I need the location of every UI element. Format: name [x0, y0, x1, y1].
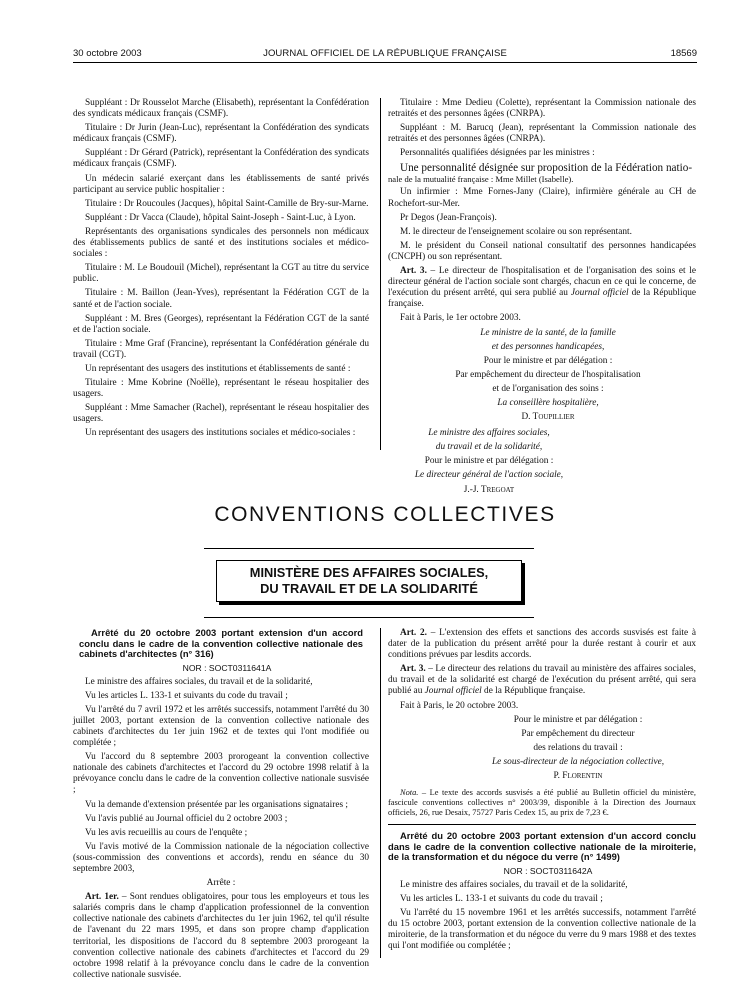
- paragraph: Vu l'avis motivé de la Commission nationale de la négociation collective (sous-commission des conventions et accords), rendu en séance du 30 septembre 2003,: [73, 841, 369, 874]
- signature-name: P. Florentin: [553, 771, 603, 782]
- paragraph: Vu la demande d'extension présentée par les organisations signataires ;: [85, 799, 348, 810]
- article-3: [388, 664, 696, 697]
- done-at: Fait à Paris, le 1er octobre 2003.: [400, 313, 521, 324]
- article-label: Art. 1er.: [85, 892, 119, 903]
- article-text: – Le directeur de l'hospitalisation et de l'organisation des soins et le directeur général de l'action sociale sont chargés, chacun en ce qui le concerne, de l'exécution du présent arrêté, qui sera publié au: [388, 266, 696, 299]
- signature-line: des relations du travail :: [533, 742, 623, 753]
- paragraph: Un représentant des usagers des institutions sociales et médico-sociales :: [85, 428, 356, 439]
- arrete-heading: Arrête :: [206, 878, 236, 889]
- article-text: – Sont rendues obligatoires, pour tous les employeurs et tous les salariés compris dans le champ d'application professionnel de la convention collective nationale des cabinets d'architectes du 1er juin 1962, tel qu'il résulte de l'avenant du 22 mars 1995, et dans son propre champ d'application territorial, les dispositions de l'accord du 8 septembre 2003 prorogeant la convention collective nationale des cabinets d'architectes et l'accord du 29 octobre 1998 relatif à la prévoyance conclu dans le cadre de la convention collective nationale susvisée.: [73, 892, 369, 980]
- paragraph: Pr Degos (Jean-François).: [400, 212, 497, 223]
- header-rule: [73, 62, 697, 63]
- paragraph: Suppléant : Dr Vacca (Claude), hôpital Saint-Joseph - Saint-Luc, à Lyon.: [85, 212, 356, 223]
- paragraph: Suppléant : Dr Rousselot Marche (Elisabeth), représentant la Confédération des syndicats médicaux français (CSMF).: [73, 98, 369, 120]
- signature-line: Par empêchement du directeur de l'hospitalisation: [455, 369, 641, 380]
- signature-block-2: [388, 428, 578, 495]
- paragraph: Titulaire : Mme Dedieu (Colette), représentant la Commission nationale des retraités et des personnes âgées (CNRPA).: [388, 98, 696, 120]
- signature-name: J.-J. Tregoat: [463, 484, 515, 495]
- article-text: de la République française.: [481, 686, 586, 697]
- nota-text: – Le texte des accords susvisés a été publié au Bulletin officiel du ministère, fascicule conventions collectives n° 2003/39, disponible à la Direction des Journaux officiels, 26, rue Desaix, 75727 Paris Cedex 15, au prix de 7,23 €.: [388, 788, 696, 818]
- article-text: Journal officiel: [424, 686, 482, 697]
- paragraph: Titulaire : Dr Jurin (Jean-Luc), représentant la Confédération des syndicats médicaux français (CSMF).: [73, 123, 369, 145]
- paragraph: Titulaire : Dr Roucoules (Jacques), hôpital Saint-Camille de Bry-sur-Marne.: [85, 198, 369, 209]
- nota: [388, 788, 696, 818]
- nor-reference: NOR : SOCT0311641A: [182, 662, 272, 673]
- paragraph: Suppléant : M. Barucq (Jean), représentant la Commission nationale des retraités et des personnes âgées (CNRPA).: [388, 123, 696, 145]
- top-right-column: [388, 98, 696, 499]
- paragraph: Vu les articles L. 133-1 et suivants du code du travail ;: [85, 690, 288, 701]
- paragraph: M. le directeur de l'enseignement scolaire ou son représentant.: [400, 226, 632, 237]
- signature-line: Pour le ministre et par délégation :: [483, 355, 613, 366]
- signature-line: et de l'organisation des soins :: [492, 383, 604, 394]
- decree-title: Arrêté du 20 octobre 2003 portant extension d'un accord conclu dans le cadre de la convention collective nationale des cabinets d'architectes (n° 316): [79, 627, 363, 659]
- nota-label: Nota.: [400, 788, 419, 798]
- paragraph: Titulaire : Mme Kobrine (Noëlle), représentant le réseau hospitalier des usagers.: [73, 378, 369, 400]
- nor-reference: NOR : SOCT0311642A: [503, 865, 593, 876]
- paragraph: Le ministre des affaires sociales, du travail et de la solidarité,: [400, 879, 628, 890]
- article-text: Journal officiel: [570, 288, 629, 299]
- paragraph: Vu l'arrêté du 15 novembre 1961 et les arrêtés successifs, notamment l'arrêté du 15 octobre 2003, portant extension de la convention collective nationale de la miroiterie, de la transformation et du négoce du verre du 9 mars 1988 et des textes qui l'ont modifiée ou complétée ;: [388, 907, 696, 952]
- article-label: Art. 2.: [400, 628, 427, 638]
- paragraph: Suppléant : Dr Gérard (Patrick), représentant la Confédération des syndicats médicaux français (CSMF).: [73, 148, 369, 170]
- article-label: Art. 3.: [400, 266, 427, 277]
- paragraph: Un représentant des usagers des institutions et établissements de santé :: [85, 363, 351, 374]
- page-header: [73, 48, 697, 62]
- signature-line: La conseillère hospitalière,: [497, 397, 599, 408]
- signature-line: Pour le ministre et par délégation :: [513, 714, 643, 725]
- signature-line: Par empêchement du directeur: [521, 728, 635, 739]
- paragraph: Vu l'avis publié au Journal officiel du 2 octobre 2003 ;: [85, 813, 288, 824]
- top-left-column: [73, 98, 369, 443]
- article-label: Art. 3.: [400, 664, 426, 675]
- paragraph: Titulaire : M. Baillon (Jean-Yves), représentant la Fédération CGT de la santé et de l'action sociale.: [73, 288, 369, 310]
- signature-block: [448, 715, 696, 782]
- signature-block-1: [388, 328, 696, 424]
- column-divider: [380, 98, 381, 450]
- bottom-left-column: [73, 628, 369, 984]
- decree-title: Arrêté du 20 octobre 2003 portant extension d'un accord conclu dans le cadre de la convention collective nationale de la miroiterie, de la transformation et du négoce du verre (n° 1499): [388, 830, 696, 863]
- signature-line: du travail et de la solidarité,: [435, 442, 543, 453]
- paragraph: M. le président du Conseil national consultatif des personnes handicapées (CNCPH) ou son représentant.: [388, 240, 696, 262]
- signature-line: Le sous-directeur de la négociation collective,: [491, 756, 665, 767]
- paragraph: nale de la mutualité française : Mme Millet (Isabelle).: [388, 174, 574, 185]
- article-text: – L'extension des effets et sanctions des accords susvisés est faite à dater de la publication du présent arrêté pour la durée restant à courir et aux conditions prévues par lesdits accords.: [388, 628, 696, 661]
- separator: [388, 824, 696, 825]
- signature-line: Le ministre des affaires sociales,: [428, 428, 550, 439]
- paragraph: Représentants des organisations syndicales des personnels non médicaux des établissements publics de santé et des institutions sociales et médico-sociales :: [73, 226, 369, 260]
- ministry-line: DU TRAVAIL ET DE LA SOLIDARITÉ: [260, 581, 478, 596]
- paragraph: Vu les articles L. 133-1 et suivants du code du travail ;: [400, 893, 603, 904]
- paragraph: Vu l'accord du 8 septembre 2003 prorogeant la convention collective nationale des cabinets d'architectes et l'accord du 29 octobre 1998 relatif à la prévoyance conclu dans le cadre de la convention collective nationale susvisée ;: [73, 752, 369, 796]
- signature-name: D. Toupillier: [521, 412, 575, 423]
- header-journal-title: JOURNAL OFFICIEL DE LA RÉPUBLIQUE FRANÇAISE: [263, 48, 507, 59]
- paragraph: Titulaire : M. Le Boudouil (Michel), représentant la CGT au titre du service public.: [73, 263, 369, 285]
- signature-line: Le ministre de la santé, de la famille: [480, 327, 616, 338]
- paragraph: Suppléant : Mme Samacher (Rachel), représentant le réseau hospitalier des usagers.: [73, 403, 369, 425]
- paragraph: Un infirmier : Mme Fornes-Jany (Claire), infirmière générale au CH de Rochefort-sur-Mer.: [388, 187, 696, 209]
- ministry-rule-bottom: [204, 617, 534, 618]
- article-3: [388, 266, 696, 310]
- signature-line: et des personnes handicapées,: [491, 341, 605, 352]
- paragraph: Personnalités qualifiées désignées par les ministres :: [400, 148, 595, 159]
- paragraph: Le ministre des affaires sociales, du travail et de la solidarité,: [85, 676, 313, 687]
- signature-line: Pour le ministre et par délégation :: [424, 456, 554, 467]
- article-text: de la République française.: [388, 288, 696, 310]
- done-at: Fait à Paris, le 20 octobre 2003.: [400, 700, 519, 711]
- article-1: [73, 892, 369, 981]
- ministry-rule-top: [204, 548, 534, 549]
- paragraph: Vu les avis recueillis au cours de l'enquête ;: [85, 827, 248, 838]
- ministry-heading-box: [216, 560, 522, 602]
- article-2: [388, 628, 696, 661]
- paragraph: Titulaire : Mme Graf (Francine), représentant la Confédération générale du travail (CGT).: [73, 338, 369, 360]
- paragraph: Suppléant : M. Bres (Georges), représentant la Fédération CGT de la santé et de l'action sociale.: [73, 313, 369, 335]
- article-text: – Le directeur des relations du travail au ministère des affaires sociales, du travail et de la solidarité est chargé de l'exécution du présent arrêté, qui sera publié au: [388, 664, 697, 697]
- header-page-number: 18569: [670, 48, 697, 59]
- paragraph-large: Une personnalité désignée sur proposition de la Fédération natio-: [400, 162, 693, 175]
- column-divider: [380, 628, 381, 958]
- section-title: CONVENTIONS COLLECTIVES: [214, 503, 556, 526]
- header-date: 30 octobre 2003: [73, 48, 142, 59]
- signature-line: Le directeur général de l'action sociale,: [414, 470, 564, 481]
- paragraph: Vu l'arrêté du 7 avril 1972 et les arrêtés successifs, notamment l'arrêté du 30 juillet 2003, portant extension de la convention collective nationale des cabinets d'architectes du 1er juin 1962 et de textes qui l'ont modifiée ou complétée ;: [73, 704, 369, 749]
- bottom-right-column: [388, 628, 696, 955]
- ministry-line: MINISTÈRE DES AFFAIRES SOCIALES,: [249, 565, 489, 580]
- paragraph: Un médecin salarié exerçant dans les établissements de santé privés participant au service public hospitalier :: [73, 173, 369, 195]
